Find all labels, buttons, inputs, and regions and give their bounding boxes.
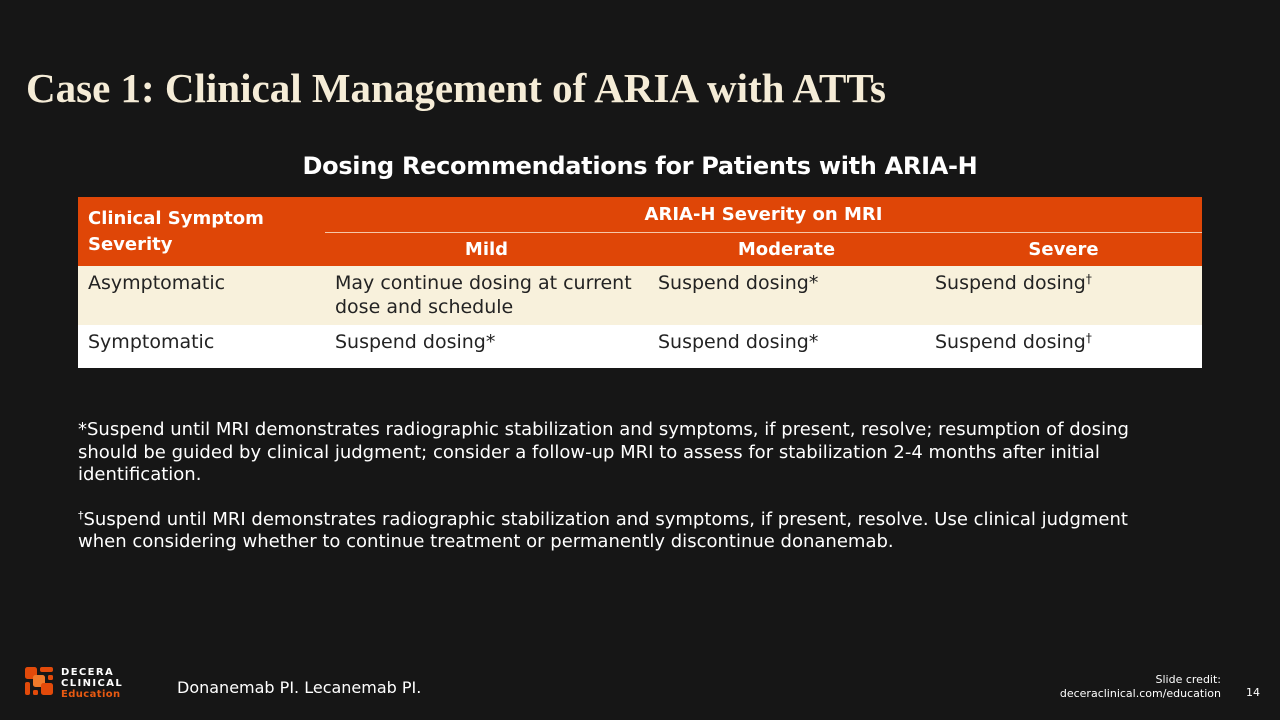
corner-header: Clinical Symptom Severity <box>78 197 325 266</box>
table-row <box>78 325 1202 368</box>
severe-cell <box>925 325 1202 368</box>
moderate-cell: Suspend dosing* <box>648 325 925 368</box>
column-header-moderate: Moderate <box>648 233 925 267</box>
severity-cell: Asymptomatic <box>78 266 325 325</box>
decera-logo <box>25 667 145 699</box>
dagger-footnote-mark: † <box>78 508 84 522</box>
logo-line-3: Education <box>61 689 121 700</box>
dagger-footnote-block <box>78 509 1178 554</box>
severity-cell: Symptomatic <box>78 325 325 368</box>
footnotes <box>78 419 1178 554</box>
logo-line-2: CLINICAL <box>61 678 124 689</box>
dagger-footnote: Suspend until MRI demonstrates radiographic stabilization and symptoms, if present, resolve. Use clinical judgment when considering whether to continue treatment or permanently discontinue donanemab. <box>78 508 1128 552</box>
asterisk-footnote: *Suspend until MRI demonstrates radiographic stabilization and symptoms, if present, resolve; resumption of dosing should be guided by clinical judgment; consider a follow-up MRI to assess for stabilization 2-4 months after initial identification. <box>78 419 1129 485</box>
reference-text: Donanemab PI. Lecanemab PI. <box>177 678 422 697</box>
group-header: ARIA-H Severity on MRI <box>325 197 1202 233</box>
mild-cell: May continue dosing at current dose and schedule <box>325 266 648 325</box>
logo-wordmark <box>61 667 123 700</box>
dosing-table <box>78 197 1202 368</box>
slide-credit <box>1060 673 1221 701</box>
page-number: 14 <box>1246 686 1260 699</box>
table-row <box>78 266 1202 325</box>
slide-title: Case 1: Clinical Management of ARIA with ATTs <box>26 65 886 111</box>
severe-text: Suspend dosing <box>935 331 1086 353</box>
logo-line-1: DECERA <box>61 667 115 678</box>
dagger-mark: † <box>1085 331 1092 345</box>
severe-cell <box>925 266 1202 325</box>
dagger-mark: † <box>1085 272 1092 286</box>
table-title: Dosing Recommendations for Patients with ARIA-H <box>302 152 978 180</box>
decera-logo-icon <box>25 667 53 695</box>
column-header-mild: Mild <box>325 233 648 267</box>
severe-text: Suspend dosing <box>935 272 1086 294</box>
table-header-row <box>78 197 1202 233</box>
credit-label: Slide credit: <box>1155 673 1221 686</box>
mild-cell: Suspend dosing* <box>325 325 648 368</box>
credit-url: deceraclinical.com/education <box>1059 687 1221 700</box>
column-header-severe: Severe <box>925 233 1202 267</box>
moderate-cell: Suspend dosing* <box>648 266 925 325</box>
